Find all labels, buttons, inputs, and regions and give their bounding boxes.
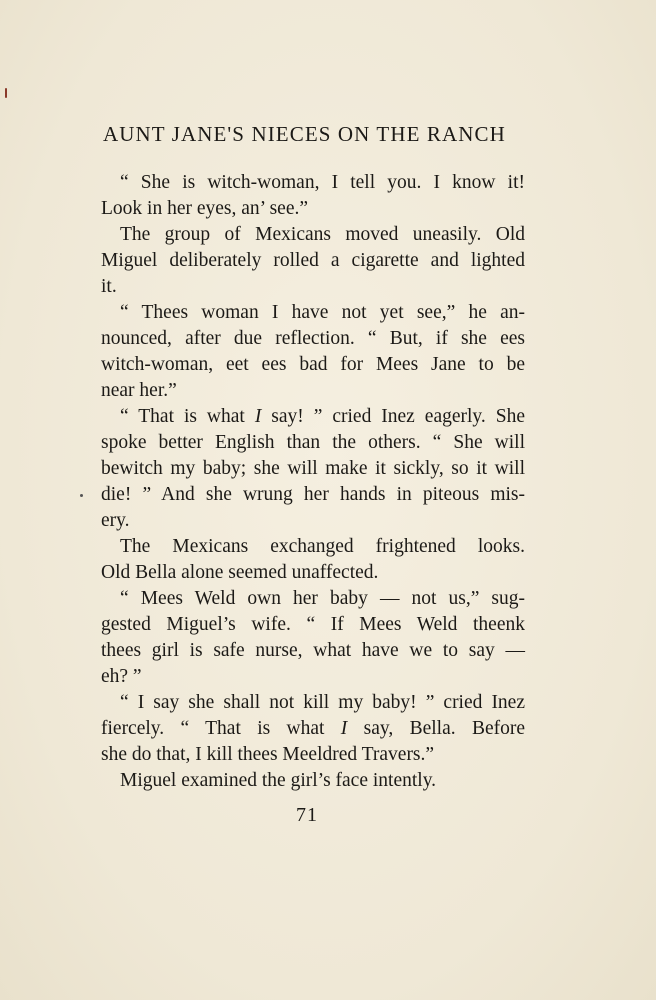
- text-line: it.: [101, 276, 117, 297]
- text-line: thees girl is safe nurse, what have we to say —: [101, 640, 525, 661]
- text-line: Old Bella alone seemed unaffected.: [101, 562, 379, 583]
- text-line: eh? ”: [101, 666, 142, 687]
- body-text: [101, 170, 525, 794]
- text-line: “ I say she shall not kill my baby! ” cried Inez: [120, 692, 525, 713]
- text-line: “ She is witch-woman, I tell you. I know it!: [120, 172, 525, 193]
- text-line: The group of Mexicans moved uneasily. Old: [120, 224, 525, 245]
- text-line: gested Miguel’s wife. “ If Mees Weld theenk: [101, 614, 525, 635]
- page-edge-mark: [5, 88, 7, 98]
- text-line: she do that, I kill thees Meeldred Travers.”: [101, 744, 435, 765]
- text-line: “ Thees woman I have not yet see,” he an-: [120, 302, 525, 323]
- text-line: Look in her eyes, an’ see.”: [101, 198, 309, 219]
- text-line: die! ” And she wrung her hands in piteous mis-: [101, 484, 525, 505]
- text-line: The Mexicans exchanged frightened looks.: [120, 536, 525, 557]
- text-line: spoke better English than the others. “ She will: [101, 432, 525, 453]
- text-line: “ That is what I say! ” cried Inez eagerly. She: [120, 406, 525, 427]
- text-line: Miguel examined the girl’s face intently.: [120, 770, 437, 791]
- ink-speck: [80, 494, 83, 497]
- text-line: nounced, after due reflection. “ But, if she ees: [101, 328, 525, 349]
- page-number: 71: [296, 804, 318, 826]
- text-line: witch-woman, eet ees bad for Mees Jane to be: [101, 354, 525, 375]
- text-line: near her.”: [101, 380, 177, 401]
- text-line: bewitch my baby; she will make it sickly, so it will: [101, 458, 525, 479]
- text-line: fiercely. “ That is what I say, Bella. Before: [101, 718, 525, 739]
- text-line: Miguel deliberately rolled a cigarette and lighted: [101, 250, 525, 271]
- text-line: ery.: [101, 510, 130, 531]
- running-head: AUNT JANE'S NIECES ON THE RANCH: [103, 122, 506, 146]
- text-line: “ Mees Weld own her baby — not us,” sug-: [120, 588, 525, 609]
